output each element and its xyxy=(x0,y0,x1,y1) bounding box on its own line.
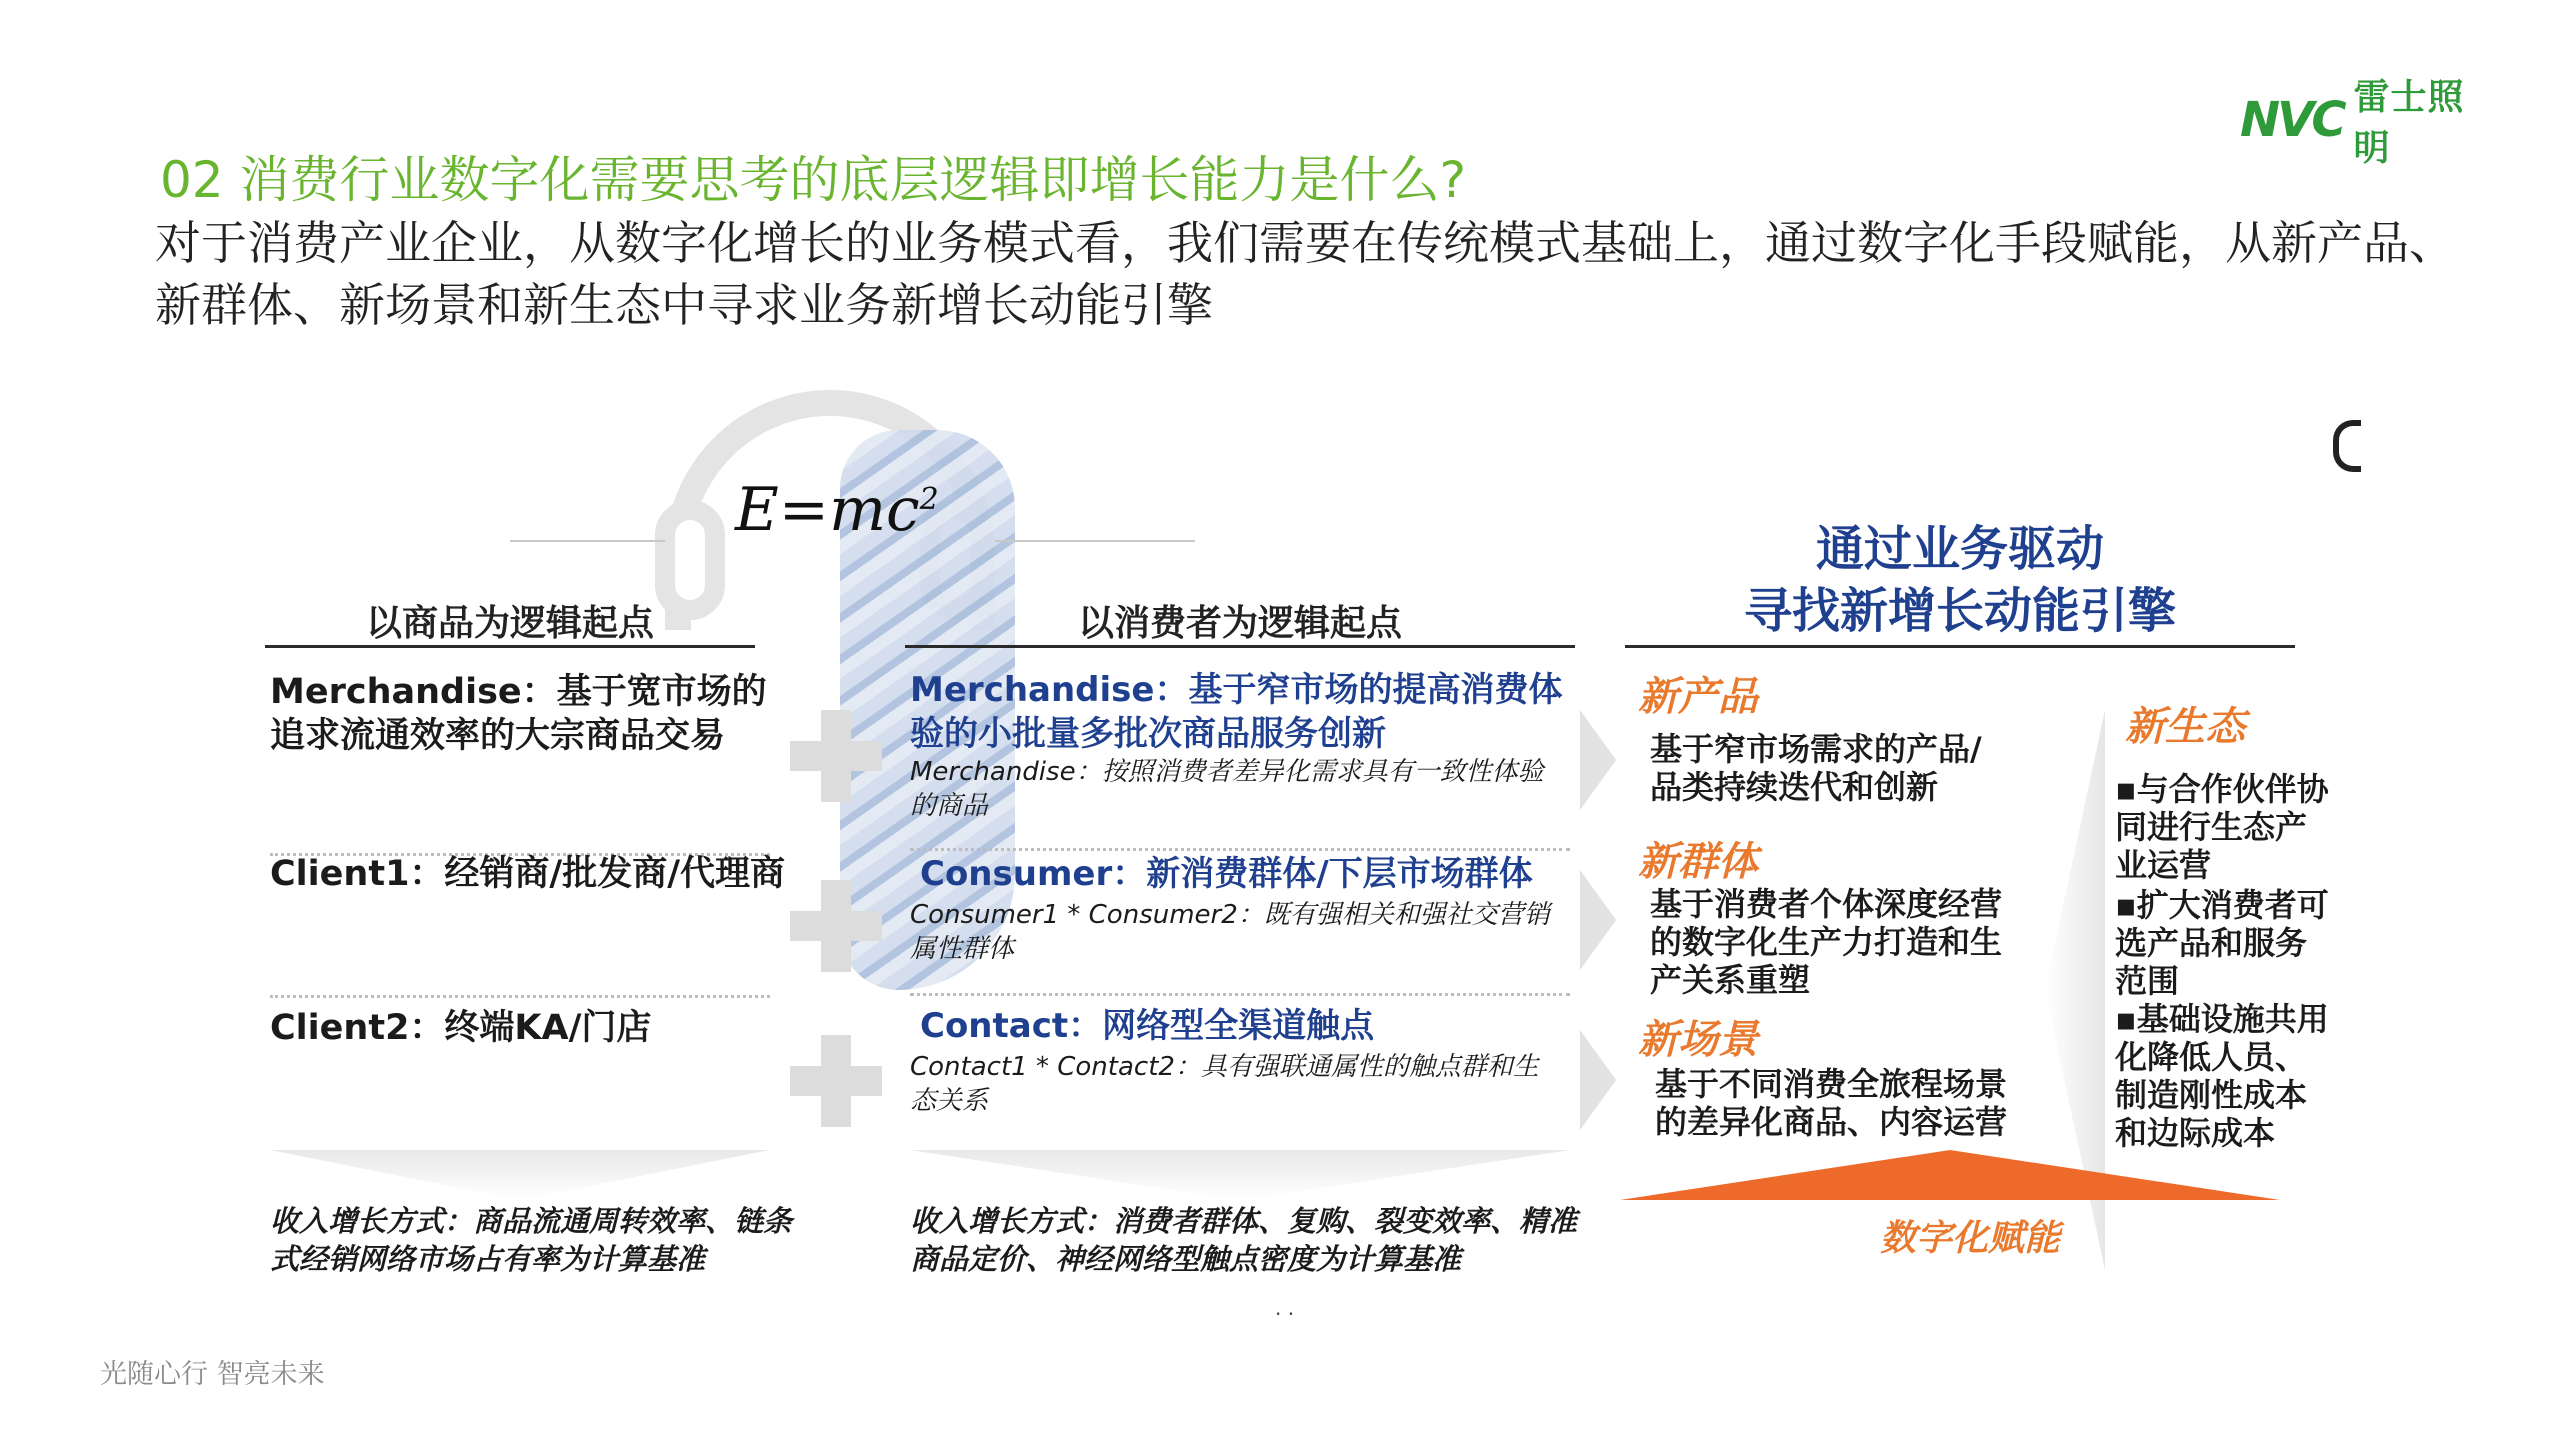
left-item-merchandise: Merchandise：基于宽市场的追求流通效率的大宗商品交易 xyxy=(270,672,767,756)
new-group-label: 新群体 xyxy=(1638,839,1758,885)
mid-funnel-shade xyxy=(910,1150,1570,1200)
chevron-right-icon xyxy=(1580,710,1616,810)
mid-column-header: 以消费者为逻辑起点 xyxy=(1077,603,1402,644)
right-header-line1: 通过业务驱动 xyxy=(1815,521,2104,577)
left-item-client1: Client1：经销商/批发商/代理商 xyxy=(270,854,785,894)
mid-income-method: 收入增长方式：消费者群体、复购、裂变效率、精准商品定价、神经网络型触点密度为计算基准 xyxy=(910,1204,1578,1276)
logic-figure xyxy=(255,390,2345,1320)
right-header-line2: 寻找新增长动能引擎 xyxy=(1743,583,2176,639)
logo-mark: NVC xyxy=(2240,92,2344,148)
formula xyxy=(735,475,939,545)
left-guide-line xyxy=(510,540,665,542)
left-column-header: 以商品为逻辑起点 xyxy=(365,603,654,644)
left-item-client2: Client2：终端KA/门店 xyxy=(270,1008,652,1048)
bottom-mark: . . xyxy=(1275,1296,1295,1320)
logo-text: 雷士照明 xyxy=(2353,77,2465,169)
mid-item-merchandise-title: Merchandise：基于窄市场的提高消费体验的小批量多批次商品服务创新 xyxy=(910,670,1563,754)
mid-item-consumer-title: Consumer：新消费群体/下层市场群体 xyxy=(920,854,1533,894)
chevron-right-icon xyxy=(1580,870,1616,970)
eco-item-2: ▪扩大消费者可选产品和服务范围 xyxy=(2115,886,2329,1000)
new-scene-text: 基于不同消费全旅程场景的差异化商品、内容运营 xyxy=(1655,1065,2008,1141)
mid-item-merchandise-sub: Merchandise：按照消费者差异化需求具有一致性体验的商品 xyxy=(910,757,1544,821)
formula-exponent: 2 xyxy=(919,482,939,517)
chevron-right-icon xyxy=(1580,1030,1616,1130)
digital-enablement-triangle xyxy=(1620,1150,2280,1200)
mid-item-contact-sub: Contact1 * Contact2：具有强联通属性的触点群和生态关系 xyxy=(910,1052,1539,1116)
plus-icon xyxy=(790,880,882,972)
eco-item-1: ▪与合作伙伴协同进行生态产业运营 xyxy=(2115,770,2329,884)
new-eco-label: 新生态 xyxy=(2125,704,2245,750)
footer-slogan: 光随心行 智亮未来 xyxy=(100,1359,325,1390)
mid-divider-1 xyxy=(910,848,1570,851)
formula-base: E=mc xyxy=(735,475,920,545)
plus-icon xyxy=(790,1035,882,1127)
right-guide-line xyxy=(995,540,1195,542)
slide-title: 02 消费行业数字化需要思考的底层逻辑即增长能力是什么? xyxy=(160,151,1467,209)
new-group-text: 基于消费者个体深度经营的数字化生产力打造和生产关系重塑 xyxy=(1650,885,2003,999)
right-header-rule xyxy=(1625,645,2295,648)
new-product-text: 基于窄市场需求的产品/品类持续迭代和创新 xyxy=(1650,730,1982,806)
left-funnel-shade xyxy=(270,1150,770,1200)
slide-subtitle: 对于消费产业企业，从数字化增长的业务模式看，我们需要在传统模式基础上，通过数字化手段赋能，从新产品、新群体、新场景和新生态中寻求业务新增长动能引擎 xyxy=(155,216,2455,332)
eco-item-3: ▪基础设施共用化降低人员、制造刚性成本和边际成本 xyxy=(2115,1000,2329,1152)
brand-logo xyxy=(2240,77,2480,169)
corner-icon xyxy=(2333,420,2361,472)
mid-divider-2 xyxy=(910,993,1570,996)
plus-icon xyxy=(790,710,882,802)
mid-item-consumer-sub: Consumer1 * Consumer2：既有强相关和强社交营销属性群体 xyxy=(910,900,1550,964)
left-divider-2 xyxy=(270,995,770,998)
digital-enablement-label: 数字化赋能 xyxy=(1880,1218,2061,1259)
new-product-label: 新产品 xyxy=(1638,674,1758,720)
new-scene-label: 新场景 xyxy=(1638,1017,1758,1063)
mid-item-contact-title: Contact：网络型全渠道触点 xyxy=(920,1006,1375,1046)
left-income-method: 收入增长方式：商品流通周转效率、链条式经销网络市场占有率为计算基准 xyxy=(270,1204,793,1276)
